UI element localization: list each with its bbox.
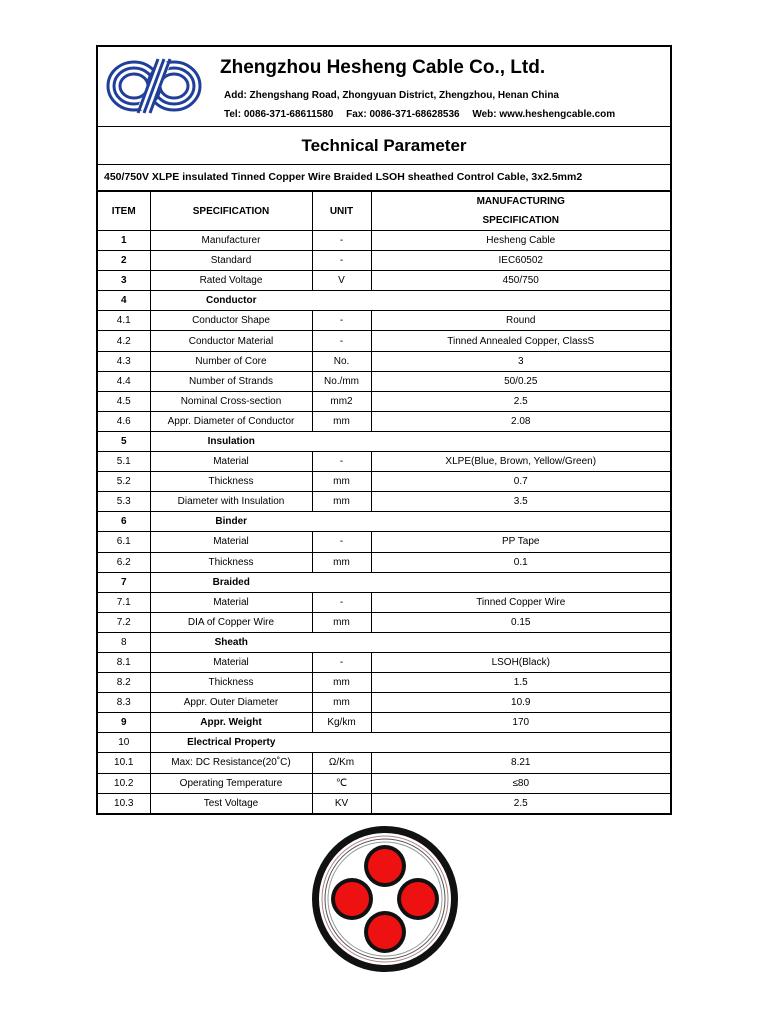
row-section-blank [312, 512, 670, 532]
row-value: Hesheng Cable [371, 231, 670, 251]
table-row [98, 271, 670, 291]
row-value: 450/750 [371, 271, 670, 291]
row-unit: mm [312, 472, 371, 492]
row-section-title: Braided [150, 572, 312, 592]
row-item: 10 [98, 733, 150, 753]
table-row [98, 793, 670, 813]
table-row [98, 452, 670, 472]
row-item: 1 [98, 231, 150, 251]
company-contact [224, 109, 625, 120]
row-item: 7.2 [98, 612, 150, 632]
row-item: 8.3 [98, 693, 150, 713]
row-unit: - [312, 331, 371, 351]
row-value: Tinned Annealed Copper, ClassS [371, 331, 670, 351]
row-value: 0.1 [371, 552, 670, 572]
row-value: 170 [371, 713, 670, 733]
row-specification: Thickness [150, 472, 312, 492]
row-section-title: Binder [150, 512, 312, 532]
row-item: 10.1 [98, 753, 150, 773]
row-item: 3 [98, 271, 150, 291]
header-manufacturing-spec [371, 192, 670, 231]
table-row [98, 472, 670, 492]
header-specification: SPECIFICATION [150, 192, 312, 231]
row-item: 4.4 [98, 371, 150, 391]
row-item: 9 [98, 713, 150, 733]
table-row [98, 431, 670, 451]
row-unit: mm [312, 552, 371, 572]
row-specification: Operating Temperature [150, 773, 312, 793]
row-item: 7 [98, 572, 150, 592]
row-unit: - [312, 592, 371, 612]
row-unit: V [312, 271, 371, 291]
table-row [98, 512, 670, 532]
row-item: 4.6 [98, 411, 150, 431]
row-item: 6.2 [98, 552, 150, 572]
table-row [98, 371, 670, 391]
row-unit: - [312, 231, 371, 251]
table-row [98, 713, 670, 733]
row-item: 4.1 [98, 311, 150, 331]
row-section-blank [312, 431, 670, 451]
table-row [98, 673, 670, 693]
table-row [98, 733, 670, 753]
table-row [98, 532, 670, 552]
row-unit: mm [312, 673, 371, 693]
table-row [98, 311, 670, 331]
row-value: 2.5 [371, 391, 670, 411]
row-value: Tinned Copper Wire [371, 592, 670, 612]
row-specification: Manufacturer [150, 231, 312, 251]
company-fax: Fax: 0086-371-68628536 [346, 109, 460, 120]
row-item: 5.2 [98, 472, 150, 492]
row-unit: mm [312, 693, 371, 713]
row-section-blank [312, 572, 670, 592]
row-specification: Material [150, 592, 312, 612]
row-value: Round [371, 311, 670, 331]
row-value: 0.15 [371, 612, 670, 632]
row-item: 8.2 [98, 673, 150, 693]
header-item: ITEM [98, 192, 150, 231]
row-value: 50/0.25 [371, 371, 670, 391]
row-item: 8.1 [98, 652, 150, 672]
row-unit: - [312, 251, 371, 271]
row-unit: - [312, 452, 371, 472]
row-unit: No. [312, 351, 371, 371]
row-item: 4.5 [98, 391, 150, 411]
table-row [98, 652, 670, 672]
row-value: XLPE(Blue, Brown, Yellow/Green) [371, 452, 670, 472]
row-specification: Material [150, 452, 312, 472]
table-row [98, 592, 670, 612]
row-specification: Number of Strands [150, 371, 312, 391]
company-name: Zhengzhou Hesheng Cable Co., Ltd. [220, 57, 546, 78]
row-specification: Number of Core [150, 351, 312, 371]
row-specification: Rated Voltage [150, 271, 312, 291]
table-row [98, 773, 670, 793]
table-row [98, 492, 670, 512]
row-item: 6 [98, 512, 150, 532]
row-value: 0.7 [371, 472, 670, 492]
table-header-row [98, 192, 670, 231]
letterhead [98, 47, 670, 127]
table-row [98, 231, 670, 251]
row-item: 4 [98, 291, 150, 311]
table-row [98, 291, 670, 311]
row-specification: Material [150, 652, 312, 672]
row-value: LSOH(Black) [371, 652, 670, 672]
technical-sheet [96, 45, 672, 815]
header-mfg-line1: MANUFACTURING [476, 196, 565, 207]
row-section-blank [312, 733, 670, 753]
row-specification: Max: DC Resistance(20˚C) [150, 753, 312, 773]
table-row [98, 572, 670, 592]
row-value: 1.5 [371, 673, 670, 693]
row-unit: - [312, 311, 371, 331]
row-specification: Appr. Diameter of Conductor [150, 411, 312, 431]
row-unit: No./mm [312, 371, 371, 391]
row-section-blank [312, 291, 670, 311]
row-value: PP Tape [371, 532, 670, 552]
row-item: 8 [98, 632, 150, 652]
row-unit: Ω/Km [312, 753, 371, 773]
row-item: 6.1 [98, 532, 150, 552]
row-value: IEC60502 [371, 251, 670, 271]
row-specification: Material [150, 532, 312, 552]
row-item: 2 [98, 251, 150, 271]
row-item: 7.1 [98, 592, 150, 612]
table-row [98, 693, 670, 713]
row-specification: Test Voltage [150, 793, 312, 813]
row-specification: Nominal Cross-section [150, 391, 312, 411]
row-item: 10.2 [98, 773, 150, 793]
row-unit: mm [312, 411, 371, 431]
table-row [98, 351, 670, 371]
row-section-title: Electrical Property [150, 733, 312, 753]
row-specification: Thickness [150, 552, 312, 572]
row-specification: Conductor Material [150, 331, 312, 351]
table-row [98, 612, 670, 632]
row-section-title: Conductor [150, 291, 312, 311]
row-unit: - [312, 532, 371, 552]
row-specification: Thickness [150, 673, 312, 693]
row-item: 5.1 [98, 452, 150, 472]
row-value: 2.5 [371, 793, 670, 813]
row-item: 5 [98, 431, 150, 451]
row-unit: mm [312, 612, 371, 632]
row-value: 3 [371, 351, 670, 371]
row-section-blank [312, 632, 670, 652]
row-specification: Appr. Outer Diameter [150, 693, 312, 713]
parameter-table [98, 191, 670, 813]
row-specification: DIA of Copper Wire [150, 612, 312, 632]
row-value: 10.9 [371, 693, 670, 713]
row-section-title: Insulation [150, 431, 312, 451]
table-row [98, 251, 670, 271]
row-specification: Conductor Shape [150, 311, 312, 331]
row-value: 2.08 [371, 411, 670, 431]
product-description: 450/750V XLPE insulated Tinned Copper Wire Braided LSOH sheathed Control Cable, 3x2.5mm2 [98, 165, 670, 191]
cable-cross-section-diagram [310, 824, 460, 974]
row-specification: Standard [150, 251, 312, 271]
row-value: 8.21 [371, 753, 670, 773]
row-item: 5.3 [98, 492, 150, 512]
table-row [98, 632, 670, 652]
row-unit: - [312, 652, 371, 672]
table-row [98, 552, 670, 572]
table-row [98, 411, 670, 431]
table-row [98, 753, 670, 773]
table-row [98, 331, 670, 351]
row-section-title: Sheath [150, 632, 312, 652]
row-unit: ℃ [312, 773, 371, 793]
company-logo [104, 55, 204, 117]
row-item: 4.3 [98, 351, 150, 371]
company-tel: Tel: 0086-371-68611580 [224, 109, 334, 120]
header-mfg-line2: SPECIFICATION [482, 215, 559, 226]
table-row [98, 391, 670, 411]
row-item: 4.2 [98, 331, 150, 351]
row-unit: KV [312, 793, 371, 813]
header-unit: UNIT [312, 192, 371, 231]
row-unit: mm2 [312, 391, 371, 411]
row-item: 10.3 [98, 793, 150, 813]
row-value: ≤80 [371, 773, 670, 793]
row-specification: Diameter with Insulation [150, 492, 312, 512]
row-unit: Kg/km [312, 713, 371, 733]
row-value: 3.5 [371, 492, 670, 512]
row-unit: mm [312, 492, 371, 512]
document-title: Technical Parameter [98, 127, 670, 165]
company-web: Web: www.heshengcable.com [472, 109, 616, 120]
company-address: Add: Zhengshang Road, Zhongyuan District, Zhengzhou, Henan China [224, 90, 559, 101]
row-specification: Appr. Weight [150, 713, 312, 733]
